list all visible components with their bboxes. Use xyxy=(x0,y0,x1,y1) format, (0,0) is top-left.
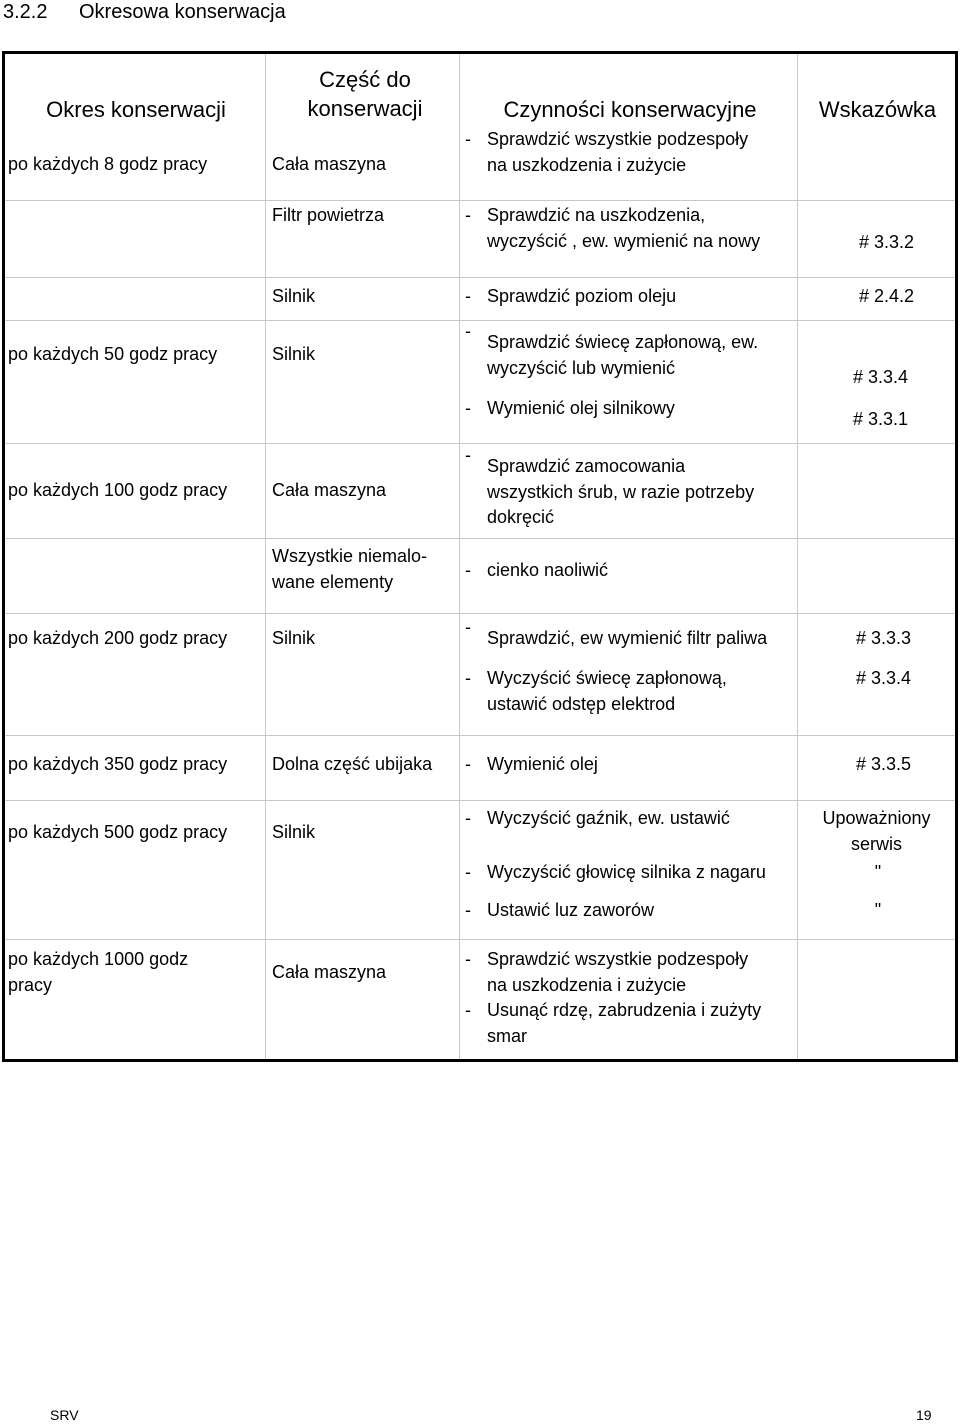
header-period xyxy=(5,95,267,124)
hint-cell: # 3.3.2 xyxy=(858,232,914,252)
row-separator xyxy=(5,939,955,940)
hint-cell: # 3.3.4 xyxy=(855,668,911,688)
row-separator xyxy=(5,277,955,278)
part-cell: Dolna część ubijaka xyxy=(272,754,433,774)
action-line xyxy=(465,356,758,382)
hint-line: serwis xyxy=(850,833,902,854)
part-cell: Silnik xyxy=(272,286,316,306)
action-text: Sprawdzić świecę zapłonową, ew. xyxy=(487,332,759,352)
action-line xyxy=(465,229,760,255)
action-item xyxy=(465,666,727,717)
part-line: wane elementy xyxy=(272,571,394,592)
header-actions xyxy=(460,95,800,124)
action-text: Usunąć rdzę, zabrudzenia i zużyty xyxy=(487,1000,762,1020)
action-line xyxy=(465,998,761,1024)
action-text: Sprawdzić poziom oleju xyxy=(487,286,677,306)
header-actions-label: Czynności konserwacyjne xyxy=(503,97,757,122)
hint-cell: " xyxy=(874,900,882,920)
action-line xyxy=(465,752,598,778)
action-text: Ustawić luz zaworów xyxy=(487,900,655,920)
action-item xyxy=(465,947,761,1049)
action-text: wszystkich śrub, w razie potrzeby xyxy=(487,481,755,502)
section-heading xyxy=(3,0,286,24)
action-text: smar xyxy=(487,1025,527,1046)
period-line: pracy xyxy=(8,974,53,995)
row-separator xyxy=(5,735,955,736)
part-cell: Cała maszyna xyxy=(272,480,387,500)
action-line xyxy=(465,284,676,310)
action-text: Sprawdzić, ew wymienić filtr paliwa xyxy=(487,628,768,648)
period-cell: po każdych 500 godz pracy xyxy=(8,822,228,842)
footer-left: SRV xyxy=(50,1407,79,1423)
action-line xyxy=(465,947,761,973)
dash: - xyxy=(465,754,471,774)
part-cell: Silnik xyxy=(272,344,316,364)
action-text: Sprawdzić zamocowania xyxy=(487,456,686,476)
hint-cell: # 3.3.3 xyxy=(855,628,911,648)
part-cell: Filtr powietrza xyxy=(272,205,385,225)
action-text: ustawić odstęp elektrod xyxy=(487,693,676,714)
action-line xyxy=(465,617,768,652)
action-line xyxy=(465,396,675,422)
period-cell: po każdych 50 godz pracy xyxy=(8,344,218,364)
dash: - xyxy=(465,286,471,306)
part-cell xyxy=(272,544,427,595)
header-part-line1: Część do xyxy=(319,67,411,92)
action-item xyxy=(465,284,676,310)
action-item xyxy=(465,860,766,886)
action-item xyxy=(465,752,598,778)
action-text: cienko naoliwić xyxy=(487,560,609,580)
dash: - xyxy=(465,808,471,828)
part-line: Wszystkie niemalo- xyxy=(272,546,428,566)
header-hint-label: Wskazówka xyxy=(818,97,937,122)
hint-cell: # 2.4.2 xyxy=(858,286,914,306)
action-text: dokręcić xyxy=(487,507,555,527)
dash: - xyxy=(465,617,471,637)
part-cell: Cała maszyna xyxy=(272,154,387,174)
action-text: Wymienić olej xyxy=(487,754,598,774)
action-text: Wyczyścić głowicę silnika z nagaru xyxy=(487,862,766,882)
action-line xyxy=(465,321,759,356)
table-border-left xyxy=(2,51,5,1062)
row-separator xyxy=(5,200,955,201)
dash: - xyxy=(465,862,471,882)
action-line xyxy=(465,203,760,229)
period-cell: po każdych 100 godz pracy xyxy=(8,480,228,500)
action-line xyxy=(465,973,761,999)
action-text: na uszkodzenia i zużycie xyxy=(487,154,687,175)
hint-cell xyxy=(798,806,955,857)
period-cell: po każdych 200 godz pracy xyxy=(8,628,228,648)
action-line xyxy=(465,153,748,179)
dash: - xyxy=(465,1000,471,1020)
table-border-top xyxy=(2,51,958,54)
action-text: wyczyścić lub wymienić xyxy=(487,357,676,378)
action-text: Sprawdzić wszystkie podzespoły xyxy=(487,129,749,149)
action-line xyxy=(465,666,727,692)
action-line xyxy=(465,692,727,718)
action-item xyxy=(465,396,675,422)
action-text: Wyczyścić gaźnik, ew. ustawić xyxy=(487,808,730,828)
action-text: wyczyścić , ew. wymienić na nowy xyxy=(487,230,761,251)
dash: - xyxy=(465,445,471,465)
table-border-bottom xyxy=(2,1059,958,1062)
dash: - xyxy=(465,129,471,149)
row-separator xyxy=(5,613,955,614)
header-part xyxy=(268,65,462,123)
period-cell xyxy=(8,947,188,998)
action-item xyxy=(465,806,730,832)
period-line: po każdych 1000 godz xyxy=(8,949,189,969)
hint-cell: # 3.3.4 xyxy=(852,367,908,387)
header-hint xyxy=(800,95,955,124)
action-item xyxy=(465,617,768,652)
action-item xyxy=(465,445,755,531)
action-line xyxy=(465,806,730,832)
action-line xyxy=(465,127,748,153)
hint-cell: # 3.3.1 xyxy=(852,409,908,429)
action-text: Sprawdzić wszystkie podzespoły xyxy=(487,949,749,969)
action-line xyxy=(465,860,766,886)
section-number: 3.2.2 xyxy=(3,1,48,23)
action-line xyxy=(465,558,608,584)
header-part-line2: konserwacji xyxy=(307,96,423,121)
hint-cell: " xyxy=(874,862,882,882)
action-item xyxy=(465,558,608,584)
hint-line: Upoważniony xyxy=(822,808,931,828)
action-line xyxy=(465,480,754,506)
action-line xyxy=(465,898,654,924)
action-line xyxy=(465,1024,761,1050)
action-item xyxy=(465,127,748,178)
dash: - xyxy=(465,668,471,688)
dash: - xyxy=(465,321,471,341)
part-cell: Silnik xyxy=(272,822,316,842)
action-item xyxy=(465,321,759,381)
action-line xyxy=(465,505,754,531)
action-text: na uszkodzenia i zużycie xyxy=(487,974,687,995)
dash: - xyxy=(465,560,471,580)
page-number: 19 xyxy=(916,1407,932,1423)
column-separator xyxy=(459,54,460,1059)
hint-cell: # 3.3.5 xyxy=(855,754,911,774)
section-title: Okresowa konserwacja xyxy=(79,1,286,23)
action-text: Wymienić olej silnikowy xyxy=(487,398,675,418)
action-item xyxy=(465,203,760,254)
period-cell: po każdych 8 godz pracy xyxy=(8,154,208,174)
dash: - xyxy=(465,900,471,920)
action-item xyxy=(465,898,654,924)
part-cell: Cała maszyna xyxy=(272,962,387,982)
part-cell: Silnik xyxy=(272,628,316,648)
row-separator xyxy=(5,538,955,539)
action-text: Wyczyścić świecę zapłonową, xyxy=(487,668,727,688)
period-cell: po każdych 350 godz pracy xyxy=(8,754,228,774)
header-period-label: Okres konserwacji xyxy=(46,97,226,122)
action-line xyxy=(465,445,754,480)
dash: - xyxy=(465,398,471,418)
column-separator xyxy=(265,54,266,1059)
row-separator xyxy=(5,800,955,801)
dash: - xyxy=(465,949,471,969)
dash: - xyxy=(465,205,471,225)
action-text: Sprawdzić na uszkodzenia, xyxy=(487,205,706,225)
